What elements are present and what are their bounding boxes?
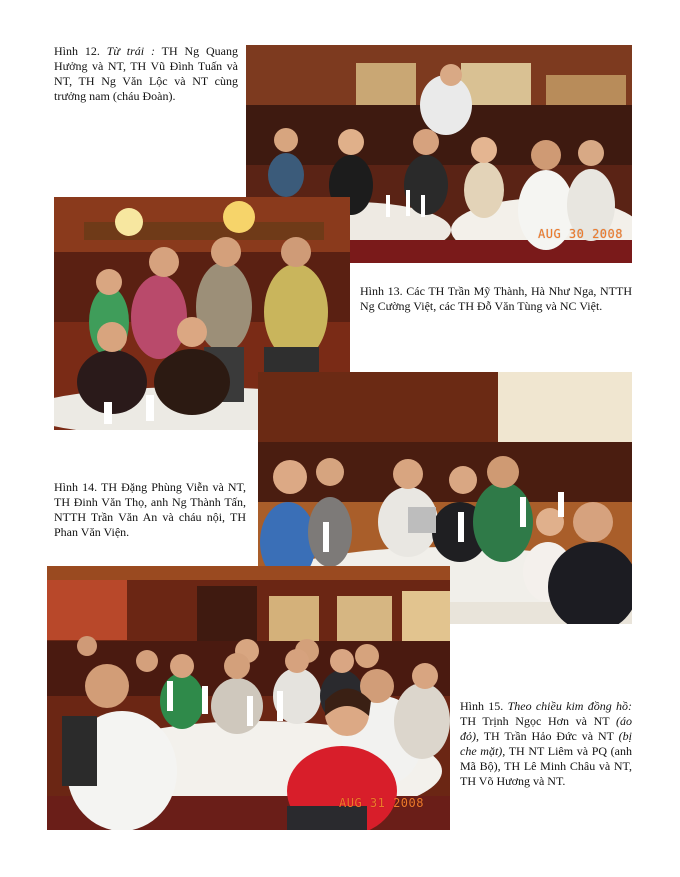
caption-italic: Từ trái : (106, 44, 155, 58)
caption-label: Hình 13. (360, 284, 403, 298)
caption-text: TH Trịnh Ngọc Hơn và NT (460, 714, 610, 728)
caption-label: Hình 14. (54, 480, 98, 494)
photo-date-stamp: AUG 30 2008 (538, 227, 623, 241)
caption-figure-12 (54, 44, 238, 104)
caption-text: TH Đặng Phùng Viễn và NT, TH Đinh Văn Thọ, anh Ng Thành Tấn, NTTH Trần Văn An và cháu nội, TH Phan Văn Viện. (54, 480, 246, 539)
caption-text: TH NT Liêm và PQ (anh Mã Bộ), TH Lê Minh Châu và NT, TH Võ Hương và NT. (460, 744, 632, 788)
caption-italic: Theo chiều kim đồng hồ: (507, 699, 632, 713)
caption-label: Hình 15. (460, 699, 504, 713)
caption-figure-13 (360, 284, 632, 314)
caption-italic: (bị che mặt), (460, 729, 633, 758)
caption-label: Hình 12. (54, 44, 100, 58)
caption-italic: (áo đỏ), (460, 714, 632, 743)
photo-figure-15 (47, 566, 450, 830)
caption-figure-15 (460, 699, 632, 789)
caption-text: TH Trần Hảo Đức và NT (483, 729, 614, 743)
caption-text: TH Ng Quang Hưởng và NT, TH Vũ Đình Tuấn và NT, TH Ng Văn Lộc và NT cùng trưởng nam (cháu Đoàn). (54, 44, 238, 103)
photo-date-stamp: AUG 31 2008 (339, 796, 424, 810)
caption-text: Các TH Trần Mỹ Thành, Hà Như Nga, NTTH Ng Cường Việt, các TH Đỗ Văn Tùng và NC Việt. (360, 284, 633, 313)
caption-figure-14 (54, 480, 246, 540)
